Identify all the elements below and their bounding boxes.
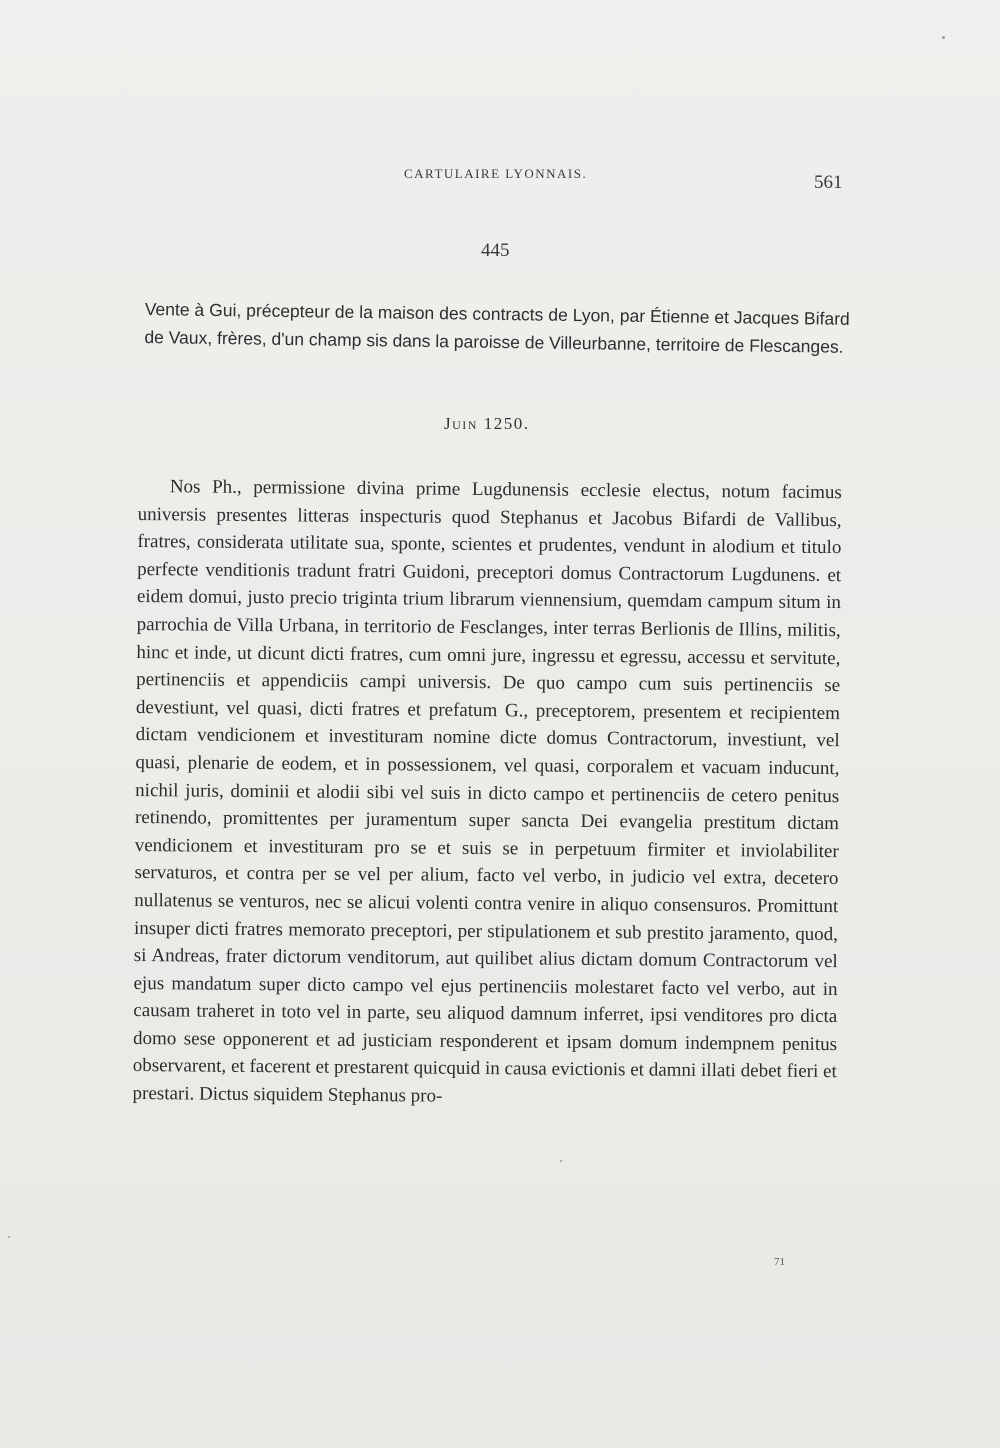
signature-mark: 71 — [774, 1256, 785, 1268]
charter-text: Nos Ph., permissione divina prime Lugdunensis ecclesie electus, notum facimus universis presentes litteras inspecturis quod Stephanus et Jacobus Bifardi de Vallibus, fratres, considerata utilitate sua, sponte, scientes et prudentes, vendunt in alodium et titulo perfecte venditionis tradunt fratri Guidoni, preceptori domus Contractorum Lugdunens. et eidem domui, justo precio triginta trium librarum viennensium, quemdam campum situm in parrochia de Villa Urbana, in territorio de Fesclanges, inter terras Berlionis de Illins, militis, hinc et inde, ut dicunt dicti fratres, cum omni jure, ingressu et egressu, accessu et servitute, pertinenciis et appendiciis campi universis. De quo campo cum suis pertinenciis se devestiunt, vel quasi, dicti fratres et prefatum G., preceptorem, presentem et recipientem dictam vendicionem et investituram nomine dicte domus Contractorum, investiunt, vel quasi, plenarie de eodem, et in possessionem, vel quasi, corporalem et vacuam inducunt, nichil juris, dominii et alodii sibi vel suis in dicto campo et pertinenciis de cetero penitus retinendo, promittentes per juramentum super sancta Dei evangelia prestitum dictam vendicionem et investituram pro se et suis se in perpetuum firmiter et inviolabiliter servaturos, et contra per se vel per alium, facto vel verbo, in judicio vel extra, decetero nullatenus se venturos, nec se alicui volenti contra venire in aliquo consensuros. Promittunt insuper dicti fratres memorato preceptori, per stipulationem et sub prestito jaramento, quod, si Andreas, frater dictorum venditorum, aut quilibet alius dictam domum Contractorum vel ejus mandatum super dicto campo vel ejus pertinenciis molestaret facto vel verbo, aut in causam traheret in toto vel in parte, seu aliquod damnum inferret, ipsi venditores pro dicta domo sese opponerent et ad justiciam responderent et ipsam domum indempnem penitus observarent, et facerent et prestarent quicquid in causa evictionis et damni illati debet fieri et prestari. Dictus siquidem Stephanus pro- — [132, 476, 842, 1107]
page-number: 561 — [814, 172, 843, 193]
summary-text: Vente à Gui, précepteur de la maison des contracts de Lyon, par Étienne et Jacques Bifard de Vaux, frères, d'un champ sis dans la paroisse de Villeurbanne, territoire de Flescanges. — [144, 298, 850, 357]
entry-summary — [144, 295, 850, 361]
charter-body — [132, 473, 842, 1114]
running-head: CARTULAIRE LYONNAIS. — [404, 166, 588, 181]
entry-number: 445 — [481, 240, 510, 261]
entry-date: Juin 1250. — [444, 414, 530, 433]
paper-speck — [8, 1236, 10, 1238]
paper-speck — [942, 36, 945, 39]
paper-speck — [560, 1160, 562, 1162]
